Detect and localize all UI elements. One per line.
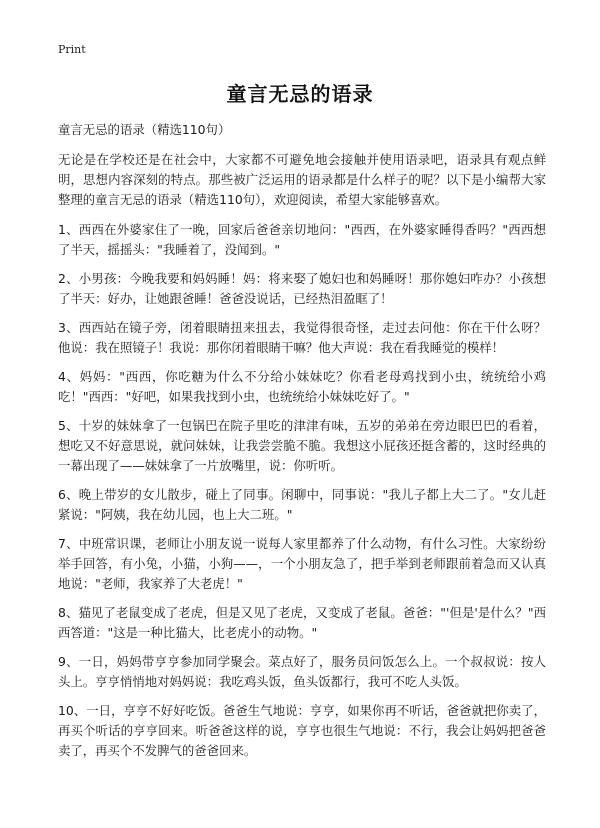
quote-item-3: 3、西西站在镜子旁，闭着眼睛扭来扭去，我觉得很奇怪，走过去问他：你在干什么呀？他说：我在照镜子！我说：那你闭着眼睛干嘛？他大声说：我在看我睡觉的模样！: [58, 320, 546, 355]
print-link[interactable]: Print: [58, 43, 86, 56]
quote-item-4: 4、妈妈："西西，你吃糖为什么不分给小妹妹吃？你看老母鸡找到小虫，统统给小鸡吃！"西西："好吧，如果我找到小虫，也统统给小妹妹吃好了。": [58, 369, 546, 404]
document-subtitle: 童言无忌的语录（精选110句）: [58, 122, 231, 137]
page-title: 童言无忌的语录: [226, 82, 374, 106]
document-body: [58, 120, 546, 770]
quote-item-8: 8、猫见了老鼠变成了老虎，但是又见了老虎，又变成了老鼠。爸爸："'但是'是什么？"西西答道："这是一种比猫大，比老虎小的动物。": [58, 605, 546, 640]
quote-item-7: 7、中班常识课，老师让小朋友说一说每人家里都养了什么动物，有什么习性。大家纷纷举手回答，有小兔，小猫，小狗——，一个小朋友急了，把手举到老师跟前着急而又认真地说："老师，我家养了大老虎！": [58, 536, 546, 591]
intro-paragraph: 无论是在学校还是在社会中，大家都不可避免地会接触并使用语录吧，语录具有观点鲜明，思想内容深刻的特点。那些被广泛运用的语录都是什么样子的呢？以下是小编帮大家整理的童言无忌的语录（精选110句），欢迎阅读，希望大家能够喜欢。: [58, 152, 546, 207]
quote-item-1: 1、西西在外婆家住了一晚，回家后爸爸亲切地问："西西，在外婆家睡得香吗？"西西想了半天，摇摇头："我睡着了，没闻到。": [58, 222, 546, 257]
quote-item-10: 10、一日，亨亨不好好吃饭。爸爸生气地说：亨亨，如果你再不听话，爸爸就把你卖了，再买个听话的亨亨回来。听爸爸这样的说，亨亨也很生气地说：不行，我会让妈妈把爸爸卖了，再买个不发脾气的爸爸回来。: [58, 703, 546, 758]
quote-item-5: 5、十岁的妹妹拿了一包锅巴在院子里吃的津津有味，五岁的弟弟在旁边眼巴巴的看着，想吃又不好意思说，就问妹妹，让我尝尝脆不脆。我想这小屁孩还挺含蓄的，这时经典的一幕出现了——妹妹拿了一片放嘴里，说：你听听。: [58, 418, 546, 473]
quote-item-2: 2、小男孩：今晚我要和妈妈睡！妈：将来娶了媳妇也和妈睡呀！那你媳妇咋办？小孩想了半天：好办，让她跟爸睡！爸爸没说话，已经热泪盈眶了！: [58, 271, 546, 306]
quote-item-6: 6、晚上带岁的女儿散步，碰上了同事。闲聊中，同事说："我儿子都上大二了。"女儿赶紧说："阿姨，我在幼儿园，也上大二班。": [58, 487, 546, 522]
quote-item-9: 9、一日，妈妈带亨亨参加同学聚会。菜点好了，服务员问饭怎么上。一个叔叔说：按人头上。亨亨悄悄地对妈妈说：我吃鸡头饭，鱼头饭都行，我可不吃人头饭。: [58, 654, 546, 689]
